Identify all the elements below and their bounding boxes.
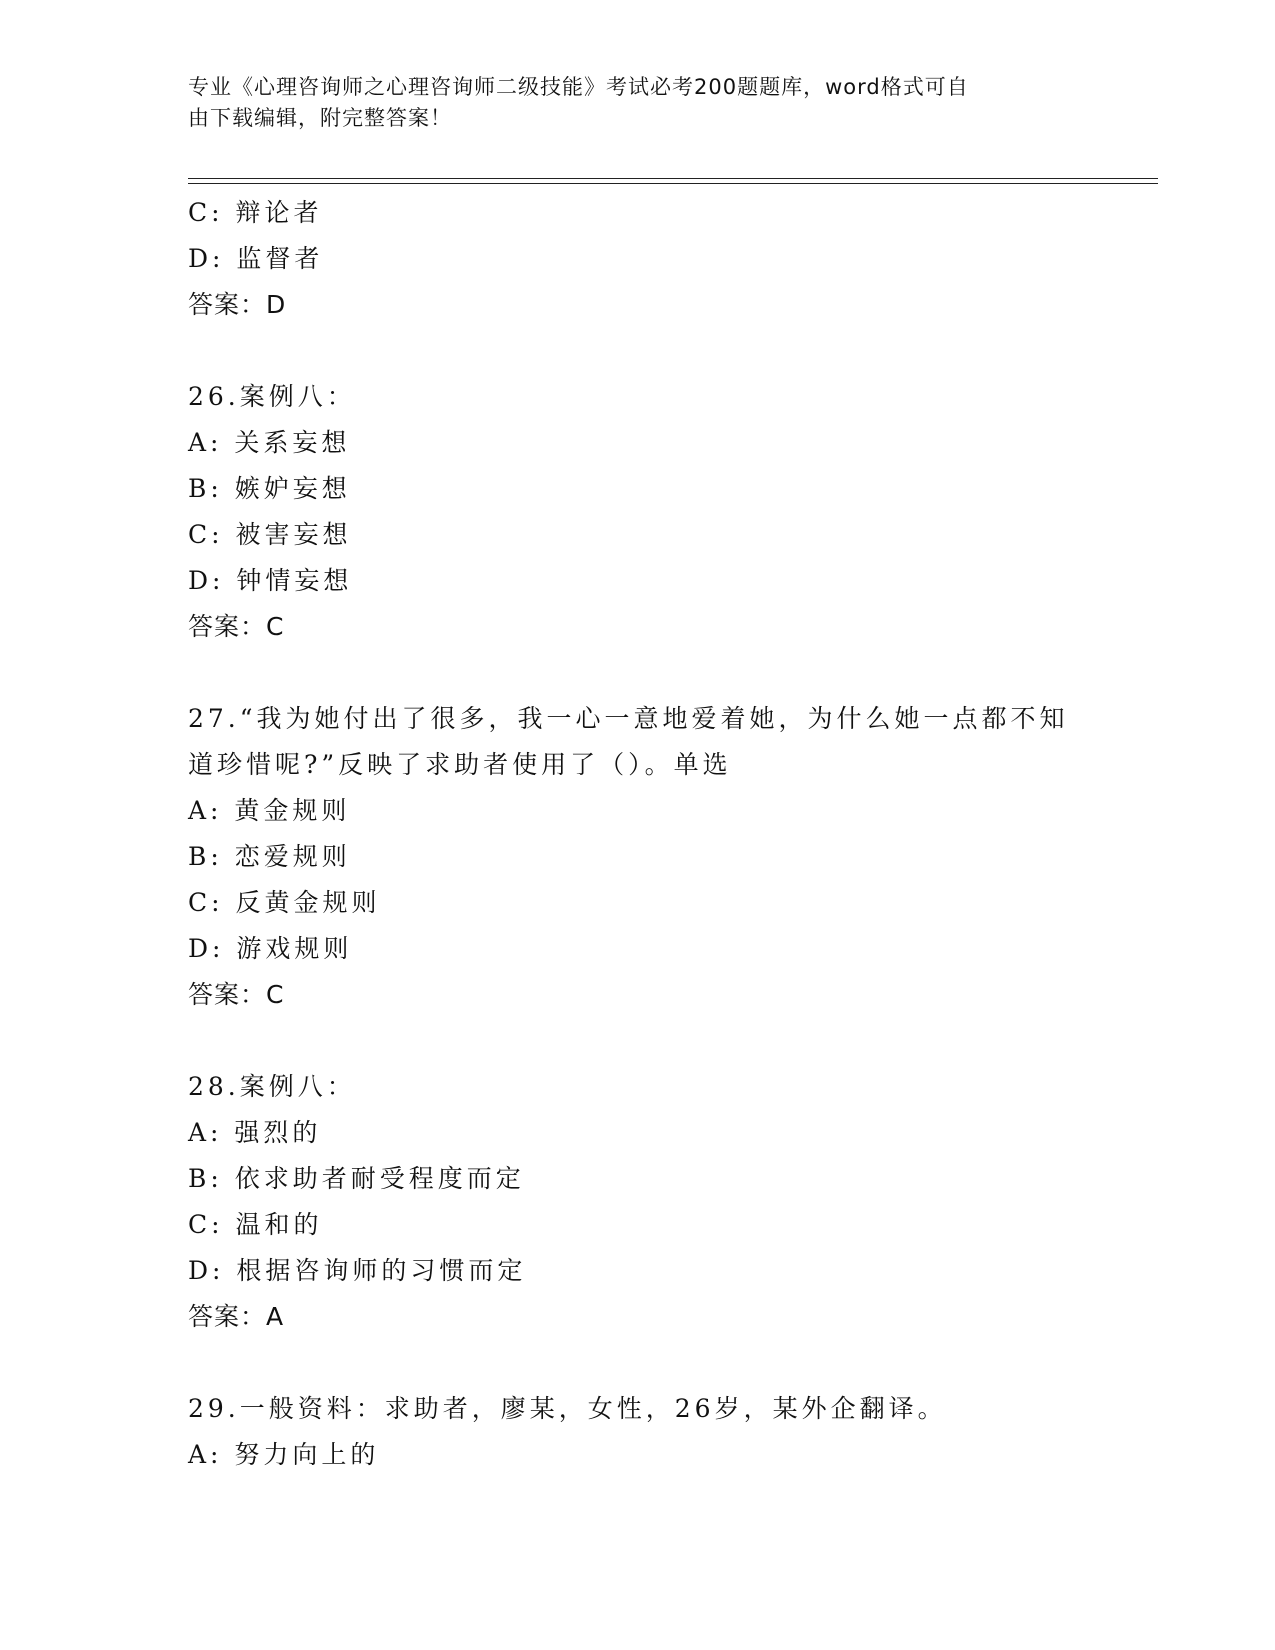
question-block	[188, 696, 1158, 1018]
option-c: C: 温和的	[188, 1210, 323, 1239]
option-d: D: 监督者	[188, 244, 324, 273]
question-block-continued	[188, 190, 1158, 328]
header-divider-bottom	[188, 183, 1158, 184]
header-divider-top	[188, 178, 1158, 179]
question-stem: 28.案例八：	[188, 1072, 356, 1101]
header-line-1: 专业《心理咨询师之心理咨询师二级技能》考试必考200题题库，word格式可自	[188, 75, 969, 99]
answer-line: 答案：A	[188, 1302, 285, 1331]
answer-line: 答案：D	[188, 290, 287, 319]
option-c: C: 反黄金规则	[188, 888, 381, 917]
answer-line: 答案：C	[188, 980, 285, 1009]
option-b: B: 嫉妒妄想	[188, 474, 351, 503]
spacer	[188, 328, 1158, 374]
question-block	[188, 1064, 1158, 1340]
question-list	[188, 190, 1158, 1478]
option-a: A: 强烈的	[188, 1118, 322, 1147]
option-b: B: 恋爱规则	[188, 842, 351, 871]
question-block	[188, 374, 1158, 650]
option-d: D: 钟情妄想	[188, 566, 353, 595]
question-block	[188, 1386, 1158, 1478]
question-stem-line-2: 道珍惜呢?”反映了求助者使用了（）。单选	[188, 750, 732, 779]
option-a: A: 关系妄想	[188, 428, 351, 457]
spacer	[188, 650, 1158, 696]
answer-line: 答案：C	[188, 612, 285, 641]
spacer	[188, 1018, 1158, 1064]
header-line-2: 由下载编辑，附完整答案！	[188, 106, 452, 130]
option-d: D: 游戏规则	[188, 934, 353, 963]
document-header	[188, 72, 1088, 134]
option-a: A: 努力向上的	[188, 1440, 380, 1469]
question-stem: 26.案例八：	[188, 382, 356, 411]
question-stem-line-1: 27.“我为她付出了很多，我一心一意地爱着她，为什么她一点都不知	[188, 704, 1069, 733]
spacer	[188, 1340, 1158, 1386]
option-c: C: 辩论者	[188, 198, 323, 227]
option-d: D: 根据咨询师的习惯而定	[188, 1256, 527, 1285]
option-a: A: 黄金规则	[188, 796, 351, 825]
option-b: B: 依求助者耐受程度而定	[188, 1164, 525, 1193]
question-stem: 29.一般资料：求助者，廖某，女性，26岁，某外企翻译。	[188, 1394, 947, 1423]
option-c: C: 被害妄想	[188, 520, 352, 549]
